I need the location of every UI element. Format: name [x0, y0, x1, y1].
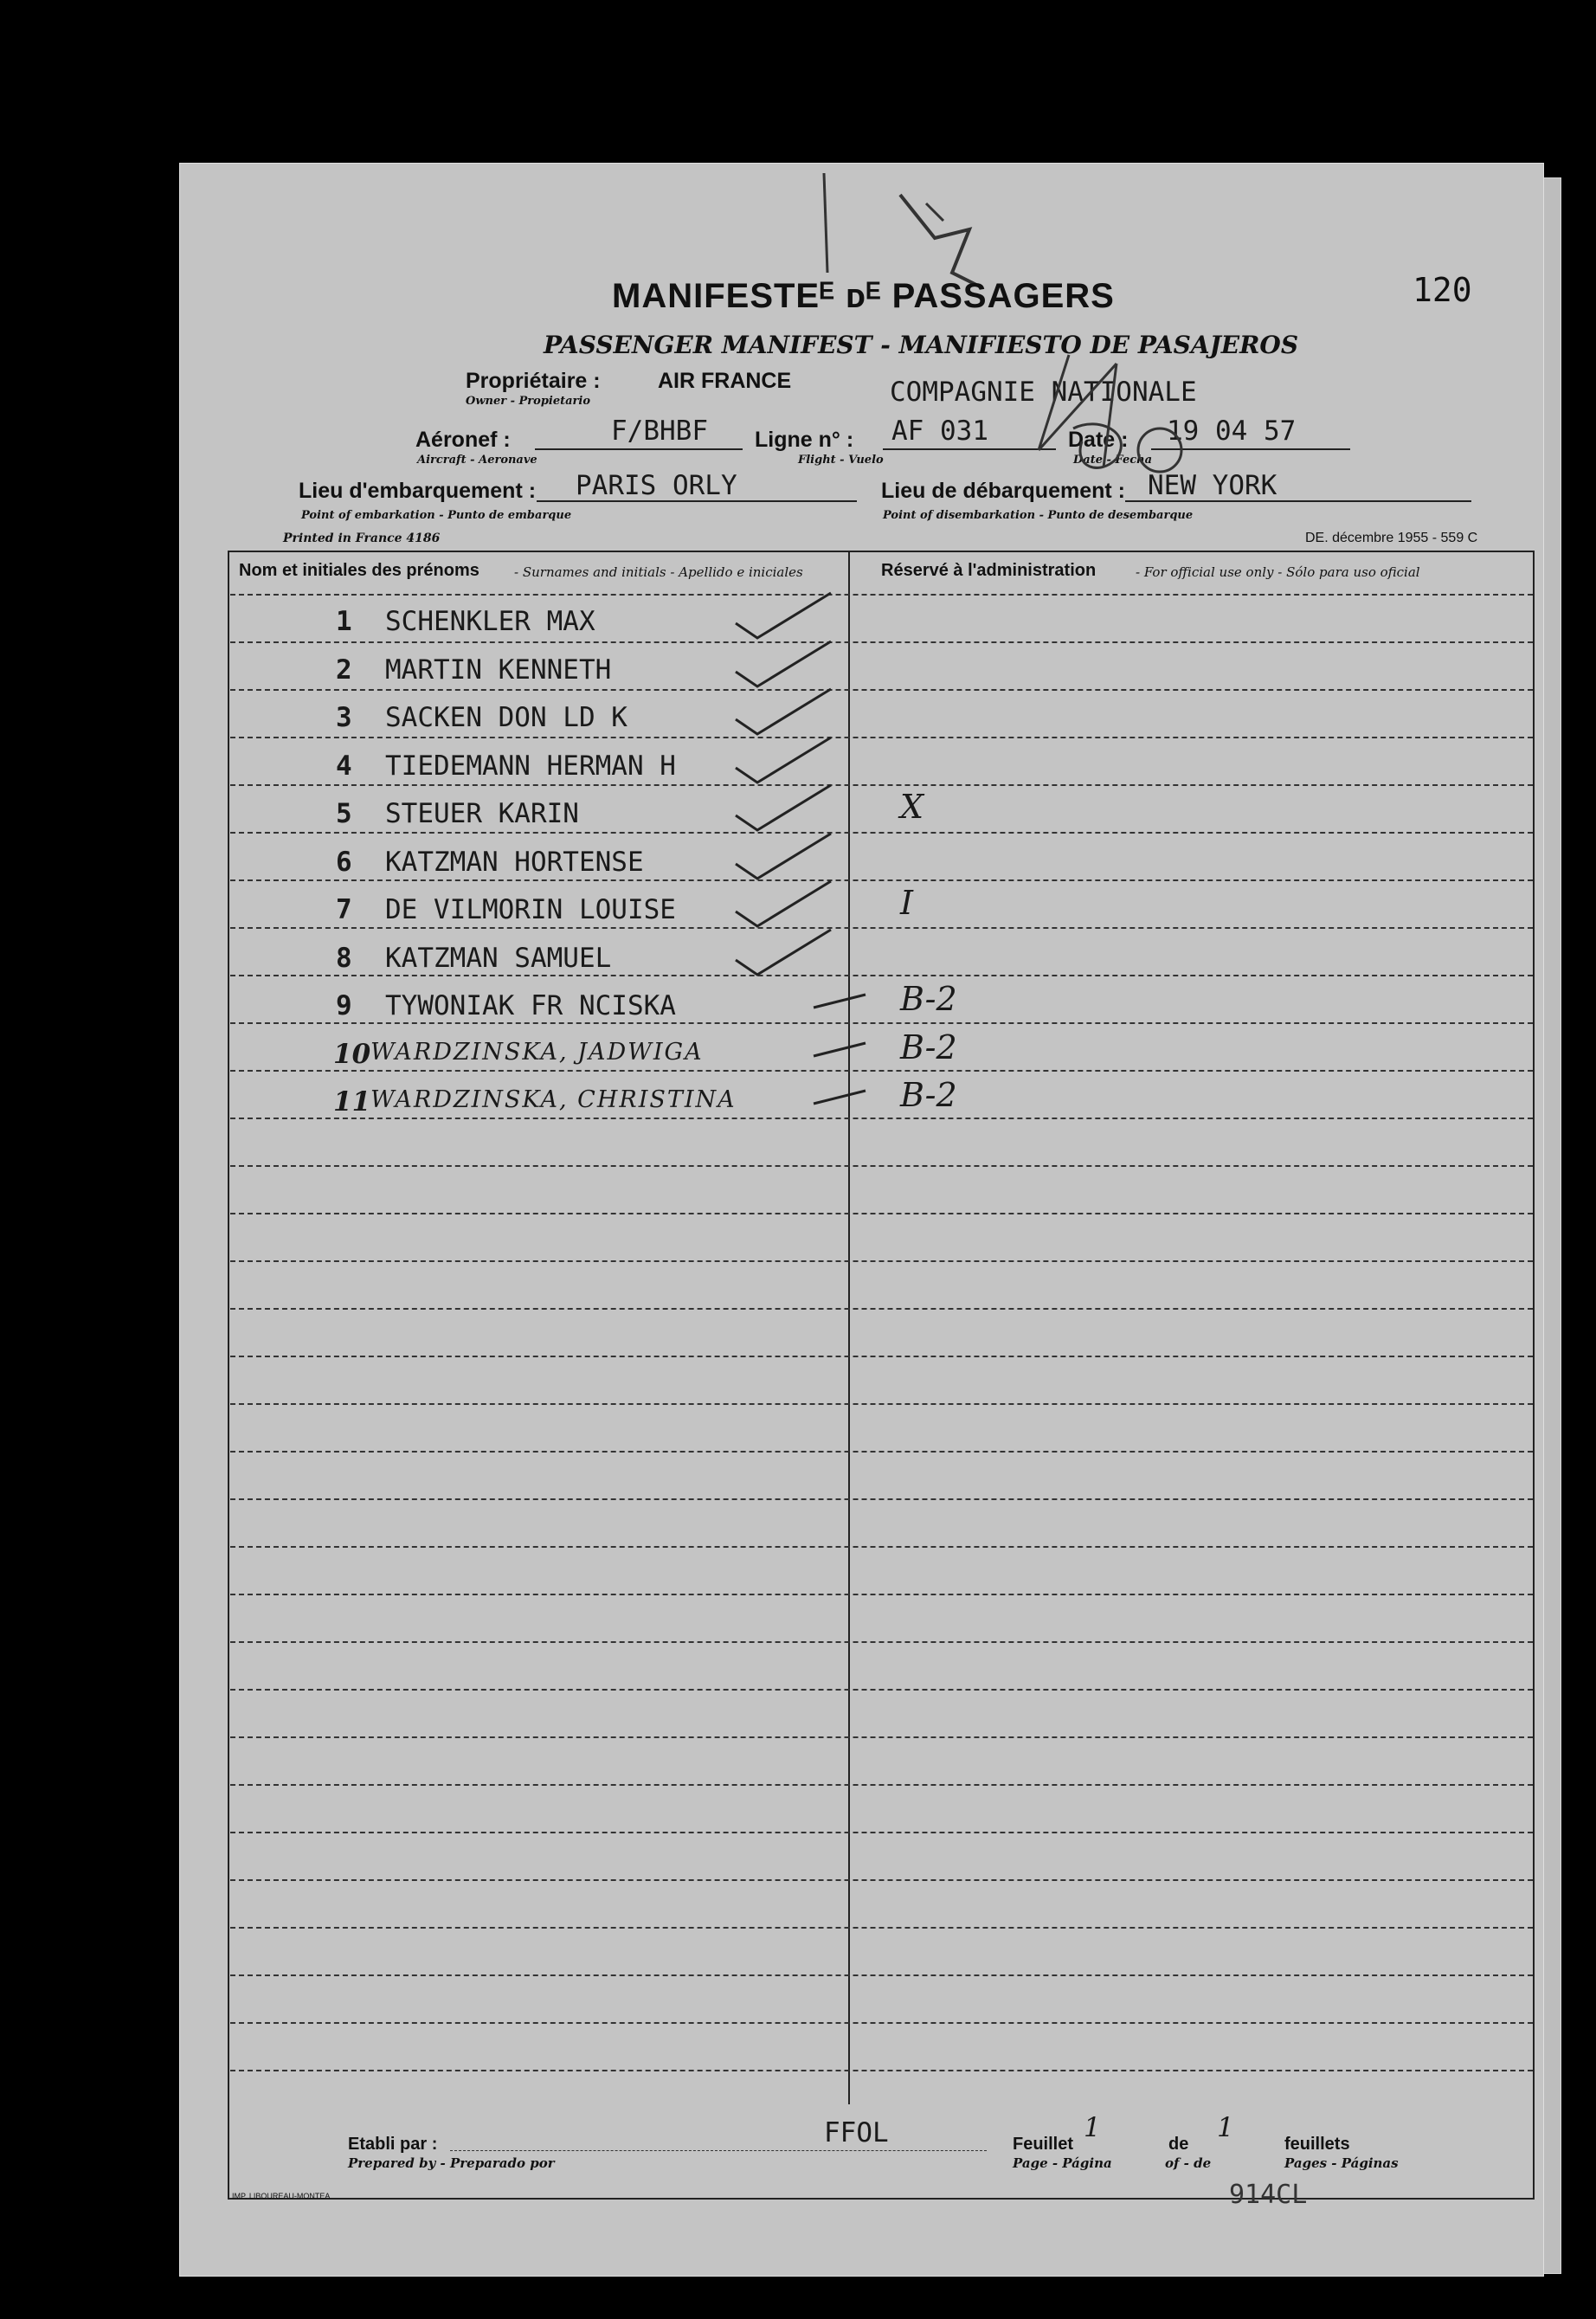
- passenger-number: 1: [336, 606, 352, 637]
- total-sheets: 1: [1217, 2112, 1234, 2143]
- table-rule-line: [230, 1974, 1533, 1977]
- embarkation-value: PARIS ORLY: [576, 470, 737, 501]
- page-title: MANIFESTEᴱ ᴅᴱ PASSAGERS: [612, 277, 1115, 315]
- date-value: 19 04 57: [1167, 415, 1297, 447]
- page-number: 120: [1413, 271, 1472, 309]
- table-rule-line: [230, 1308, 1533, 1311]
- sheets-sub: Pages - Páginas: [1284, 2155, 1399, 2171]
- passenger-number: 7: [336, 894, 352, 925]
- table-rule-line: [230, 879, 1533, 882]
- embarkation-label-sub: Point of embarkation - Punto de embarque: [301, 509, 572, 522]
- col2-header-sub: - For official use only - Sólo para uso oficial: [1136, 564, 1420, 580]
- aircraft-label-sub: Aircraft - Aeronave: [417, 454, 537, 467]
- sheets-label: feuillets: [1284, 2135, 1350, 2154]
- passenger-name: WARDZINSKA, CHRISTINA: [370, 1086, 737, 1113]
- table-rule-line: [230, 1403, 1533, 1406]
- flight-label: Ligne n° :: [755, 428, 854, 452]
- prepared-by-sub: Prepared by - Preparado por: [348, 2155, 555, 2171]
- passenger-name: MARTIN KENNETH: [385, 654, 612, 686]
- passenger-name: STEUER KARIN: [385, 798, 579, 829]
- table-rule-line: [230, 1498, 1533, 1501]
- disembarkation-value: NEW YORK: [1148, 470, 1277, 501]
- table-rule-line: [230, 2022, 1533, 2025]
- owner-printed-value: AIR FRANCE: [658, 369, 792, 393]
- fold-mark-scribble: [805, 169, 995, 290]
- passenger-name: TIEDEMANN HERMAN H: [385, 750, 676, 782]
- aircraft-value: F/BHBF: [611, 415, 708, 447]
- form-code: DE. décembre 1955 - 559 C: [1305, 531, 1478, 545]
- table-rule-line: [230, 594, 1533, 596]
- table-rule-line: [230, 1451, 1533, 1453]
- flight-value: AF 031: [891, 415, 988, 447]
- table-rule-line: [230, 1165, 1533, 1168]
- owner-label-sub: Owner - Propietario: [466, 395, 591, 408]
- table-rule-line: [230, 832, 1533, 834]
- prepared-by-value: FFOL: [824, 2117, 889, 2148]
- printer-note: IMP. LIBOUREAU-MONTEA: [232, 2192, 331, 2200]
- passenger-name: KATZMAN HORTENSE: [385, 846, 644, 878]
- admin-mark: B-2: [900, 1027, 957, 1066]
- passenger-number: 8: [336, 942, 352, 974]
- passenger-name: TYWONIAK FR NCISKA: [385, 990, 676, 1021]
- sheet-number: 1: [1084, 2112, 1101, 2143]
- table-rule-line: [230, 1260, 1533, 1263]
- embarkation-label: Lieu d'embarquement :: [299, 479, 537, 503]
- date-label-sub: Date - Fecha: [1073, 454, 1152, 467]
- table-rule-line: [230, 1356, 1533, 1358]
- table-rule-line: [230, 1641, 1533, 1644]
- col1-header: Nom et initiales des prénoms: [239, 561, 479, 580]
- of-label: de: [1168, 2135, 1189, 2154]
- admin-mark: I: [900, 884, 914, 922]
- aircraft-underline: [535, 448, 743, 450]
- table-rule-line: [230, 927, 1533, 930]
- table-rule-line: [230, 1213, 1533, 1215]
- table-rule-line: [230, 2070, 1533, 2072]
- table-rule-line: [230, 1784, 1533, 1787]
- passenger-number: 6: [336, 846, 352, 878]
- of-sub: of - de: [1165, 2155, 1212, 2171]
- passenger-name: KATZMAN SAMUEL: [385, 942, 612, 974]
- page-subtitle: PASSENGER MANIFEST - MANIFIESTO DE PASAJEROS: [544, 331, 1299, 359]
- admin-mark: B-2: [900, 980, 957, 1018]
- sheet-label: Feuillet: [1013, 2135, 1074, 2154]
- table-rule-line: [230, 641, 1533, 644]
- table-rule-line: [230, 1546, 1533, 1549]
- passenger-number: 5: [336, 798, 352, 829]
- date-label: Date :: [1068, 428, 1129, 452]
- table-rule-line: [230, 1879, 1533, 1882]
- passenger-number: 4: [336, 750, 352, 782]
- aircraft-label: Aéronef :: [415, 428, 511, 452]
- prepared-by-underline: [450, 2150, 987, 2151]
- owner-typed-value: COMPAGNIE NATIONALE: [890, 377, 1197, 408]
- passenger-number: 3: [336, 702, 352, 733]
- table-rule-line: [230, 689, 1533, 692]
- printed-note: Printed in France 4186: [283, 531, 441, 545]
- owner-label: Propriétaire :: [466, 369, 601, 393]
- table-rule-line: [230, 1736, 1533, 1739]
- table-rule-line: [230, 1594, 1533, 1596]
- passenger-number: 10: [333, 1038, 371, 1070]
- flight-label-sub: Flight - Vuelo: [798, 454, 884, 467]
- table-rule-line: [230, 784, 1533, 787]
- admin-mark: B-2: [900, 1076, 957, 1114]
- sheet-sub: Page - Página: [1013, 2155, 1112, 2171]
- prepared-by-label: Etabli par :: [348, 2135, 438, 2154]
- disembarkation-label: Lieu de débarquement :: [881, 479, 1125, 503]
- signature-scribble: [987, 346, 1212, 485]
- passenger-number: 9: [336, 990, 352, 1021]
- table-rule-line: [230, 1927, 1533, 1929]
- table-rule-line: [230, 737, 1533, 739]
- passenger-number: 11: [333, 1086, 371, 1118]
- table-rule-line: [230, 1832, 1533, 1834]
- passenger-name: SCHENKLER MAX: [385, 606, 595, 637]
- stamp-code: 914CL: [1229, 2180, 1308, 2210]
- admin-mark: X: [900, 788, 924, 826]
- passenger-name: DE VILMORIN LOUISE: [385, 894, 676, 925]
- passenger-name: SACKEN DON LD K: [385, 702, 627, 733]
- col2-header: Réservé à l'administration: [881, 561, 1097, 580]
- passenger-name: WARDZINSKA, JADWIGA: [370, 1038, 704, 1066]
- passenger-number: 2: [336, 654, 352, 686]
- table-rule-line: [230, 1689, 1533, 1691]
- col1-header-sub: - Surnames and initials - Apellido e iniciales: [514, 564, 803, 580]
- disembarkation-label-sub: Point of disembarkation - Punto de desembarque: [883, 509, 1194, 522]
